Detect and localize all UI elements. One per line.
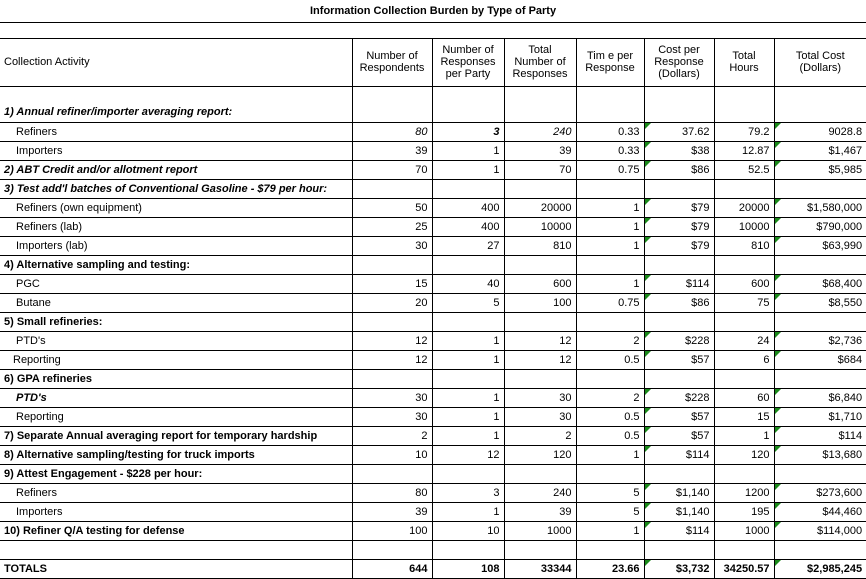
cell-hours <box>714 369 774 388</box>
totals-hours: 34250.57 <box>714 559 774 578</box>
cell-hours: 1000 <box>714 521 774 540</box>
cell-hours: 6 <box>714 350 774 369</box>
cell-time: 1 <box>576 236 644 255</box>
totals-row <box>0 559 866 578</box>
cell-responses <box>432 103 504 122</box>
cell-responses <box>432 464 504 483</box>
cell-cost: $114 <box>644 521 714 540</box>
cell-time: 1 <box>576 274 644 293</box>
blank-row <box>0 86 866 103</box>
cell-cost <box>644 255 714 274</box>
cell-time: 0.33 <box>576 141 644 160</box>
cell-responses: 12 <box>432 445 504 464</box>
cell-total <box>504 312 576 331</box>
table-title: Information Collection Burden by Type of Party <box>0 0 866 22</box>
cell-time: 0.75 <box>576 293 644 312</box>
cell-total: 2 <box>504 426 576 445</box>
cell-respondents: 20 <box>352 293 432 312</box>
totals-respondents: 644 <box>352 559 432 578</box>
cell-respondents <box>352 464 432 483</box>
cell-respondents <box>352 103 432 122</box>
activity-label: Importers <box>0 502 352 521</box>
cell-cost: $114 <box>644 445 714 464</box>
section-label: 3) Test add'l batches of Conventional Gasoline - $79 per hour: <box>0 179 352 198</box>
activity-label: 2) ABT Credit and/or allotment report <box>0 160 352 179</box>
cell-total-cost: $790,000 <box>774 217 866 236</box>
cell-time <box>576 369 644 388</box>
cell-total-cost: $6,840 <box>774 388 866 407</box>
activity-label: Refiners <box>0 483 352 502</box>
cell-cost: $1,140 <box>644 483 714 502</box>
cell-hours: 52.5 <box>714 160 774 179</box>
table-row <box>0 198 866 217</box>
cell-responses: 10 <box>432 521 504 540</box>
cell-hours: 1200 <box>714 483 774 502</box>
cell-responses <box>432 369 504 388</box>
cell-total-cost: $5,985 <box>774 160 866 179</box>
cell-time: 1 <box>576 445 644 464</box>
cell-cost: $1,140 <box>644 502 714 521</box>
section-label: 9) Attest Engagement - $228 per hour: <box>0 464 352 483</box>
cell-total-cost: $114 <box>774 426 866 445</box>
cell-total: 100 <box>504 293 576 312</box>
cell-responses <box>432 255 504 274</box>
title-row <box>0 0 866 22</box>
cell-responses: 3 <box>432 122 504 141</box>
cell-responses: 5 <box>432 293 504 312</box>
cell-total <box>504 179 576 198</box>
section-label: 6) GPA refineries <box>0 369 352 388</box>
cell-respondents: 30 <box>352 236 432 255</box>
cell-cost <box>644 103 714 122</box>
cell-respondents: 80 <box>352 122 432 141</box>
cell-cost: $79 <box>644 217 714 236</box>
section-row <box>0 179 866 198</box>
activity-label: Refiners (lab) <box>0 217 352 236</box>
totals-total: 33344 <box>504 559 576 578</box>
header-respondents: Number of Respondents <box>352 38 432 86</box>
cell-hours <box>714 255 774 274</box>
cell-respondents: 39 <box>352 502 432 521</box>
table-row <box>0 483 866 502</box>
cell-respondents: 100 <box>352 521 432 540</box>
header-collection-activity: Collection Activity <box>4 56 90 68</box>
cell-hours <box>714 464 774 483</box>
cell-responses: 400 <box>432 198 504 217</box>
cell-respondents: 12 <box>352 350 432 369</box>
cell-total-cost: $2,736 <box>774 331 866 350</box>
table-row <box>0 388 866 407</box>
cell-total-cost: $68,400 <box>774 274 866 293</box>
cell-cost: $79 <box>644 198 714 217</box>
cell-hours: 195 <box>714 502 774 521</box>
cell-respondents: 12 <box>352 331 432 350</box>
cell-hours: 75 <box>714 293 774 312</box>
cell-respondents: 15 <box>352 274 432 293</box>
header-time-per-response: Tim e per Response <box>576 38 644 86</box>
cell-hours: 79.2 <box>714 122 774 141</box>
section-label: 4) Alternative sampling and testing: <box>0 255 352 274</box>
cell-hours <box>714 312 774 331</box>
cell-time: 5 <box>576 483 644 502</box>
cell-total-cost: $63,990 <box>774 236 866 255</box>
totals-time: 23.66 <box>576 559 644 578</box>
header-total-responses: Total Number of Responses <box>504 38 576 86</box>
cell-responses: 1 <box>432 331 504 350</box>
activity-label: PGC <box>0 274 352 293</box>
cell-total: 240 <box>504 122 576 141</box>
activity-label: Refiners (own equipment) <box>0 198 352 217</box>
cell-total: 30 <box>504 407 576 426</box>
cell-time: 0.5 <box>576 407 644 426</box>
activity-label: Butane <box>0 293 352 312</box>
cell-time <box>576 179 644 198</box>
cell-total-cost: $44,460 <box>774 502 866 521</box>
cell-cost <box>644 464 714 483</box>
cell-total-cost: $1,710 <box>774 407 866 426</box>
cell-total <box>504 103 576 122</box>
table-row <box>0 141 866 160</box>
header-row <box>0 38 866 86</box>
cell-time: 2 <box>576 388 644 407</box>
cell-responses: 1 <box>432 350 504 369</box>
cell-hours: 120 <box>714 445 774 464</box>
cell-total: 12 <box>504 350 576 369</box>
cell-responses: 1 <box>432 141 504 160</box>
cell-responses: 1 <box>432 426 504 445</box>
cell-hours: 10000 <box>714 217 774 236</box>
cell-responses: 27 <box>432 236 504 255</box>
cell-cost: $86 <box>644 293 714 312</box>
table-row <box>0 160 866 179</box>
cell-responses <box>432 179 504 198</box>
table-row <box>0 122 866 141</box>
cell-total <box>504 464 576 483</box>
cell-respondents <box>352 369 432 388</box>
cell-responses: 1 <box>432 407 504 426</box>
activity-label: Importers <box>0 141 352 160</box>
cell-cost: $57 <box>644 426 714 445</box>
cell-cost: $57 <box>644 350 714 369</box>
header-cost-per-response: Cost per Response (Dollars) <box>644 38 714 86</box>
cell-time: 1 <box>576 521 644 540</box>
cell-cost: $228 <box>644 331 714 350</box>
cell-respondents <box>352 255 432 274</box>
section-row <box>0 464 866 483</box>
totals-total-cost: $2,985,245 <box>774 559 866 578</box>
table-row <box>0 236 866 255</box>
activity-label: Refiners <box>0 122 352 141</box>
blank-row <box>0 540 866 559</box>
cell-responses <box>432 312 504 331</box>
cell-time: 0.75 <box>576 160 644 179</box>
cell-time <box>576 312 644 331</box>
cell-hours <box>714 103 774 122</box>
cell-time: 0.33 <box>576 122 644 141</box>
cell-cost <box>644 312 714 331</box>
cell-total-cost <box>774 464 866 483</box>
cell-respondents: 80 <box>352 483 432 502</box>
cell-total-cost <box>774 312 866 331</box>
cell-time <box>576 464 644 483</box>
cell-total: 240 <box>504 483 576 502</box>
cell-hours: 1 <box>714 426 774 445</box>
cell-total: 600 <box>504 274 576 293</box>
cell-cost: $114 <box>644 274 714 293</box>
cell-hours: 12.87 <box>714 141 774 160</box>
cell-total-cost <box>774 179 866 198</box>
cell-total-cost: $13,680 <box>774 445 866 464</box>
cell-responses: 400 <box>432 217 504 236</box>
cell-total-cost: $1,580,000 <box>774 198 866 217</box>
cell-total: 810 <box>504 236 576 255</box>
cell-time <box>576 255 644 274</box>
cell-total: 39 <box>504 141 576 160</box>
cell-cost: $86 <box>644 160 714 179</box>
section-label: 1) Annual refiner/importer averaging report: <box>0 103 352 122</box>
activity-label: 8) Alternative sampling/testing for truck imports <box>0 445 352 464</box>
cell-time <box>576 103 644 122</box>
cell-hours: 810 <box>714 236 774 255</box>
cell-total: 12 <box>504 331 576 350</box>
cell-time: 5 <box>576 502 644 521</box>
cell-cost: 37.62 <box>644 122 714 141</box>
cell-hours: 24 <box>714 331 774 350</box>
table-row <box>0 274 866 293</box>
section-row <box>0 255 866 274</box>
section-row <box>0 369 866 388</box>
cell-time: 1 <box>576 217 644 236</box>
cell-total: 39 <box>504 502 576 521</box>
cell-total: 70 <box>504 160 576 179</box>
cell-total: 1000 <box>504 521 576 540</box>
cell-responses: 3 <box>432 483 504 502</box>
cell-total-cost: 9028.8 <box>774 122 866 141</box>
table-row <box>0 521 866 540</box>
cell-time: 1 <box>576 198 644 217</box>
cell-responses: 1 <box>432 502 504 521</box>
cell-respondents: 10 <box>352 445 432 464</box>
cell-total <box>504 255 576 274</box>
totals-responses: 108 <box>432 559 504 578</box>
section-row <box>0 103 866 122</box>
cell-total: 30 <box>504 388 576 407</box>
cell-responses: 40 <box>432 274 504 293</box>
cell-respondents: 70 <box>352 160 432 179</box>
table-row <box>0 445 866 464</box>
cell-respondents: 30 <box>352 407 432 426</box>
cell-total: 20000 <box>504 198 576 217</box>
cell-respondents: 50 <box>352 198 432 217</box>
section-row <box>0 312 866 331</box>
cell-cost <box>644 369 714 388</box>
cell-respondents: 25 <box>352 217 432 236</box>
cell-respondents <box>352 312 432 331</box>
activity-label: 10) Refiner Q/A testing for defense <box>0 521 352 540</box>
spacer-row <box>0 22 866 38</box>
cell-time: 0.5 <box>576 426 644 445</box>
table-row <box>0 426 866 445</box>
cell-hours: 20000 <box>714 198 774 217</box>
header-responses-per-party: Number of Responses per Party <box>432 38 504 86</box>
cell-time: 0.5 <box>576 350 644 369</box>
table-row <box>0 502 866 521</box>
cell-cost: $79 <box>644 236 714 255</box>
cell-responses: 1 <box>432 388 504 407</box>
table-row <box>0 350 866 369</box>
cell-total <box>504 369 576 388</box>
table-row <box>0 217 866 236</box>
activity-label: PTD's <box>0 331 352 350</box>
cell-total-cost: $684 <box>774 350 866 369</box>
cell-respondents: 2 <box>352 426 432 445</box>
cell-hours: 600 <box>714 274 774 293</box>
totals-cost: $3,732 <box>644 559 714 578</box>
cell-time: 2 <box>576 331 644 350</box>
cell-total-cost: $1,467 <box>774 141 866 160</box>
table-row <box>0 407 866 426</box>
cell-responses: 1 <box>432 160 504 179</box>
cell-hours <box>714 179 774 198</box>
cell-total: 10000 <box>504 217 576 236</box>
cell-total-cost <box>774 369 866 388</box>
activity-label: 7) Separate Annual averaging report for temporary hardship <box>0 426 352 445</box>
cell-cost: $57 <box>644 407 714 426</box>
cell-respondents: 39 <box>352 141 432 160</box>
cell-cost: $38 <box>644 141 714 160</box>
header-total-hours: Total Hours <box>714 38 774 86</box>
cell-hours: 15 <box>714 407 774 426</box>
cell-cost <box>644 179 714 198</box>
table-row <box>0 293 866 312</box>
activity-label: PTD's <box>0 388 352 407</box>
activity-label: Reporting <box>0 350 352 369</box>
activity-label: Reporting <box>0 407 352 426</box>
cell-cost: $228 <box>644 388 714 407</box>
section-label: 5) Small refineries: <box>0 312 352 331</box>
totals-label: TOTALS <box>0 559 352 578</box>
cell-total-cost: $273,600 <box>774 483 866 502</box>
header-total-cost: Total Cost (Dollars) <box>774 38 866 86</box>
cell-total-cost <box>774 103 866 122</box>
cell-hours: 60 <box>714 388 774 407</box>
activity-label: Importers (lab) <box>0 236 352 255</box>
cell-total-cost: $8,550 <box>774 293 866 312</box>
cell-respondents: 30 <box>352 388 432 407</box>
table-row <box>0 331 866 350</box>
cell-total: 120 <box>504 445 576 464</box>
cell-total-cost <box>774 255 866 274</box>
cell-respondents <box>352 179 432 198</box>
cell-total-cost: $114,000 <box>774 521 866 540</box>
